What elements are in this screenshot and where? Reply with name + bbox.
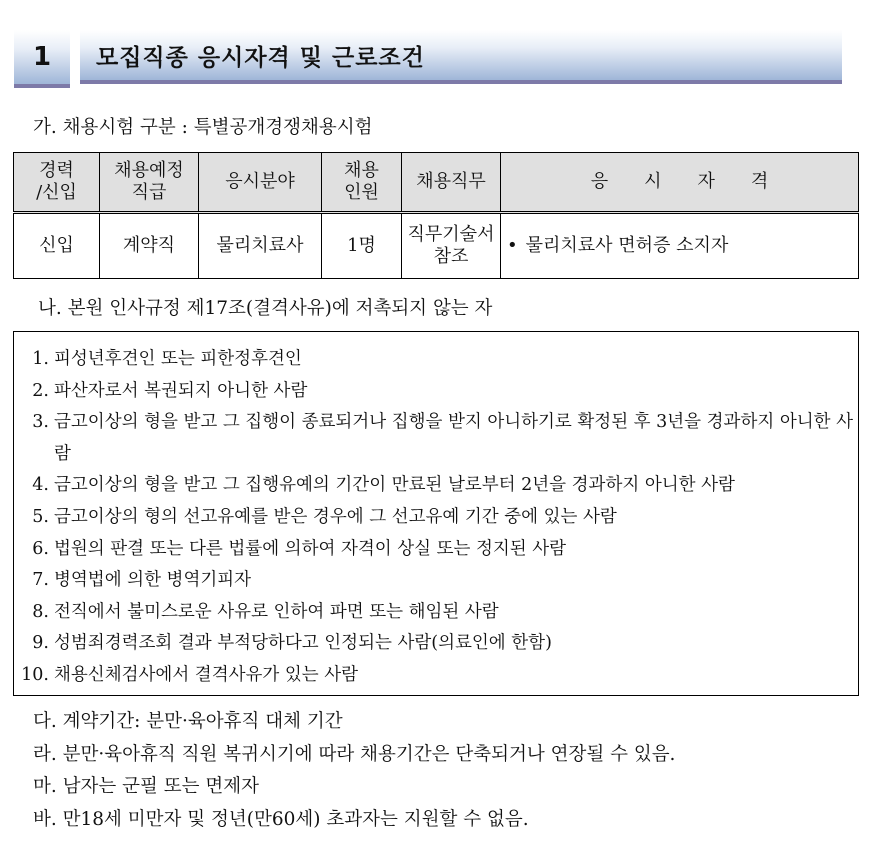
table-row — [14, 213, 859, 279]
section-title: 모집직종 응시자격 및 근로조건 — [80, 30, 842, 84]
col-header-duty: 채용직무 — [402, 153, 501, 213]
note-age-limit: 바. 만18세 미만자 및 정년(만60세) 초과자는 지원할 수 없음. — [33, 808, 529, 830]
table-header-row — [14, 153, 859, 213]
list-item: 5. 금고이상의 형의 선고유예를 받은 경우에 그 선고유예 기간 중에 있는 사람 — [32, 506, 617, 527]
bullet-icon: • — [507, 234, 518, 256]
col-header-qualification: 응 시 자 격 — [501, 153, 859, 213]
col-header-field: 응시분야 — [199, 153, 322, 213]
list-item: 6. 법원의 판결 또는 다른 법률에 의하여 자격이 상실 또는 정지된 사람 — [32, 538, 567, 559]
list-item: 8. 전직에서 불미스로운 사유로 인하여 파면 또는 해임된 사람 — [32, 601, 499, 622]
list-item: 2. 파산자로서 복권되지 아니한 사람 — [32, 380, 308, 401]
cell-count: 1명 — [322, 213, 402, 279]
cell-field: 물리치료사 — [199, 213, 322, 279]
disqualification-heading: 나. 본원 인사규정 제17조(결격사유)에 저촉되지 않는 자 — [38, 298, 493, 319]
note-period-adjustment: 라. 분만·육아휴직 직원 복귀시기에 따라 채용기간은 단축되거나 연장될 수 있음. — [33, 743, 676, 765]
disqualification-list — [14, 332, 858, 692]
disqualification-box — [13, 331, 859, 696]
cell-qualification: • 물리치료사 면허증 소지자 — [501, 213, 859, 279]
list-item: 1. 피성년후견인 또는 피한정후견인 — [32, 349, 302, 369]
cell-grade: 계약직 — [100, 213, 199, 279]
list-item: 7. 병역법에 의한 병역기피자 — [32, 570, 252, 591]
col-header-grade: 채용예정 직급 — [100, 153, 199, 213]
col-header-count: 채용 인원 — [322, 153, 402, 213]
list-item: 10. 채용신체검사에서 결격사유가 있는 사람 — [21, 664, 359, 685]
list-item: 3. 금고이상의 형을 받고 그 집행이 종료되거나 집행을 받지 아니하기로 확정된 후 3년을 경과하지 아니한 사람 — [32, 412, 854, 464]
section-header-banner — [14, 30, 842, 88]
recruitment-table — [13, 152, 859, 279]
list-item: 4. 금고이상의 형을 받고 그 집행유예의 기간이 만료된 날로부터 2년을 경과하지 아니한 사람 — [32, 475, 735, 496]
employment-notes — [33, 706, 873, 836]
cell-career: 신입 — [14, 213, 100, 279]
note-military-service: 마. 남자는 군필 또는 면제자 — [33, 776, 259, 797]
note-contract-period: 다. 계약기간: 분만·육아휴직 대체 기간 — [33, 711, 343, 732]
exam-type-heading: 가. 채용시험 구분 : 특별공개경쟁채용시험 — [33, 117, 373, 138]
list-item: 9. 성범죄경력조회 결과 부적당하다고 인정되는 사람(의료인에 한함) — [32, 633, 552, 654]
cell-duty: 직무기술서 참조 — [402, 213, 501, 279]
col-header-career: 경력 /신입 — [14, 153, 100, 213]
section-number: 1 — [14, 30, 70, 88]
